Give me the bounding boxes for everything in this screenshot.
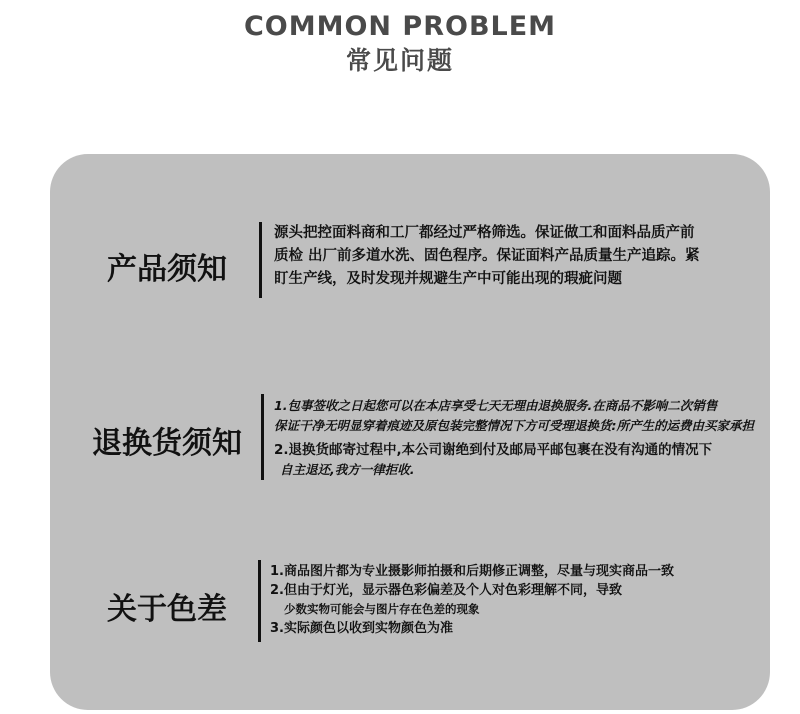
body-line: 1.商品图片都为专业摄影师拍摄和后期修正调整，尽量与现实商品一致 (270, 564, 674, 579)
body-line: 盯生产线，及时发现并规避生产中可能出现的瑕疵问题 (274, 271, 622, 287)
body-line: 质检 出厂前多道水洗、固色程序。保证面料产品质量生产追踪。紧 (274, 248, 700, 264)
section-divider (259, 222, 262, 298)
body-line: 少数实物可能会与图片存在色差的现象 (284, 602, 480, 616)
body-line: 3.实际颜色以收到实物颜色为准 (270, 621, 453, 636)
body-line: 2.但由于灯光，显示器色彩偏差及个人对色彩理解不同，导致 (270, 583, 622, 598)
body-line: 源头把控面料商和工厂都经过严格筛选。保证做工和面料品质产前 (274, 225, 695, 241)
section-body (274, 396, 754, 480)
section-title: 关于色差 (107, 592, 227, 627)
body-line: 2.退换货邮寄过程中,本公司谢绝到付及邮局平邮包裹在没有沟通的情况下 (274, 442, 713, 458)
section-divider (258, 560, 261, 642)
section-title: 退换货须知 (92, 426, 242, 461)
body-line: 保证干净无明显穿着痕迹及原包装完整情况下方可受理退换货:所产生的运费由买家承担 (274, 418, 755, 433)
section-body (270, 562, 674, 638)
body-line: 自主退还,我方一律拒收. (280, 462, 415, 477)
page-header (0, 10, 800, 78)
section-divider (261, 394, 264, 480)
page-title-zh: 常见问题 (345, 46, 454, 75)
body-line: 1.包事签收之日起您可以在本店享受七天无理由退换服务.在商品不影响二次销售 (274, 398, 718, 413)
section-body (274, 222, 700, 291)
faq-panel (50, 154, 770, 710)
page-title-en: COMMON PROBLEM (243, 11, 557, 42)
section-title: 产品须知 (107, 252, 227, 287)
